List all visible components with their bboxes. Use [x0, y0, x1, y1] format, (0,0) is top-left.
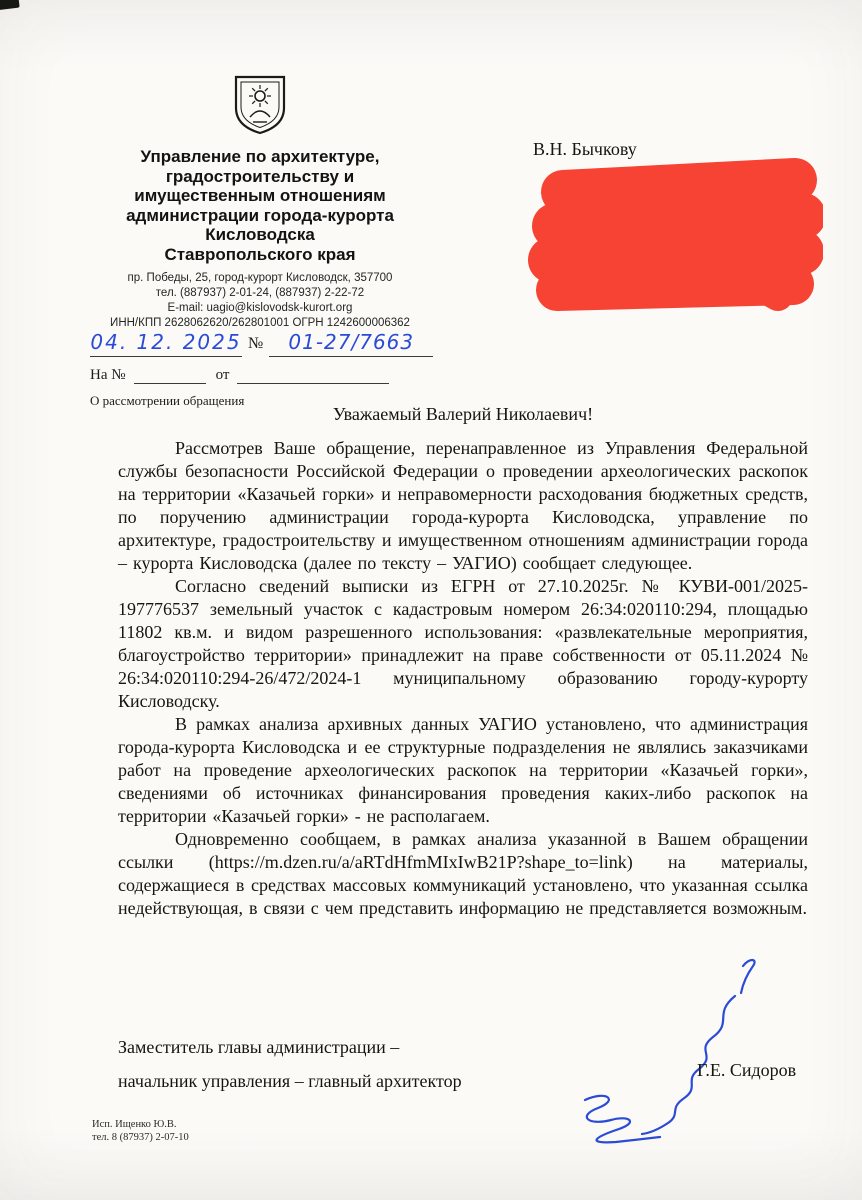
blank-line: [134, 367, 206, 384]
number-sign-label: №: [248, 335, 264, 352]
blank-line: [237, 367, 389, 384]
handwritten-outgoing-number: 01-27/7663: [269, 330, 433, 357]
letter-body: [118, 437, 808, 920]
signatory-title-line: Заместитель главы администрации –: [118, 1037, 400, 1057]
letterhead: [90, 74, 430, 331]
handwritten-date: 04. 12. 2025: [90, 330, 242, 357]
reply-from-label: от: [215, 367, 230, 383]
executor-block: [92, 1118, 189, 1144]
org-name-line: Ставропольского края: [164, 244, 356, 264]
date-number-row: [90, 330, 438, 357]
org-name-line: градостроительству и: [165, 166, 355, 186]
scan-corner-artifact: [0, 0, 20, 10]
reply-to-label: На №: [90, 367, 126, 383]
subject-line: О рассмотрении обращения: [90, 393, 245, 408]
paragraph: Согласно сведений выписки из ЕГРН от 27.10.2025г. № КУВИ-001/2025-197776537 земельный участок с кадастровым номером 26:34:020110:294, площадью 11802 кв.м. и видом разрешенного использования: «развлекательные мероприятия, благоустройство территории» принадлежит на праве собственности от 05.11.2024 № 26:34:020110:294-26/472/2024-1 муниципальному образованию городу-курорту Кисловодску.: [118, 576, 808, 711]
paragraph: В рамках анализа архивных данных УАГИО установлено, что администрация города-курорта Кисловодска и ее структурные подразделения не являлись заказчиками работ на проведение археологических раскопок на территории «Казачьей горки», сведениями об источниках финансирования проведения каких-либо раскопок на территории «Казачьей горки» - не располагаем.: [118, 714, 808, 826]
org-name-line: Управление по архитектуре,: [140, 147, 380, 166]
signatory-name: Г.Е. Сидоров: [697, 1060, 797, 1080]
reply-reference-row: [90, 367, 438, 384]
signature-scribble-icon: [545, 952, 775, 1157]
org-phone: тел. (887937) 2-01-24, (887937) 2-22-72: [155, 287, 365, 299]
org-name-line: Кисловодска: [205, 225, 315, 244]
reference-block: [90, 330, 438, 409]
org-address: пр. Победы, 25, город-курорт Кисловодск, 357700: [127, 272, 393, 284]
coat-of-arms-icon: [90, 74, 430, 141]
org-name-line: имущественным отношениям: [134, 186, 386, 205]
paragraph: Одновременно сообщаем, в рамках анализа указанной в Вашем обращении ссылки (https://m.dzen.ru/a/aRTdHfmMIxIwB21P?shape_to=link) на материалы, содержащиеся в средствах массовых коммуникаций установлено, что указанная ссылка недействующая, в связи с чем представить информацию не представляется возможным.: [118, 829, 808, 918]
paragraph: Рассмотрев Ваше обращение, перенаправленное из Управления Федеральной службы безопасности Российской Федерации о проведении археологических раскопок на территории «Казачьей горки» и неправомерности расходования бюджетных средств, по поручению администрации города-курорта Кисловодска, управление по архитектуре, градостроительству и имущественном отношениям администрации города – курорта Кисловодска (далее по тексту – УАГИО) сообщает следующее.: [118, 438, 808, 573]
redaction-marker-icon: [523, 156, 823, 327]
org-email: E-mail: uagio@kislovodsk-kurort.org: [167, 302, 353, 314]
org-name-line: администрации города-курорта: [126, 205, 394, 225]
salutation: Уважаемый Валерий Николаевич!: [332, 404, 594, 424]
org-contact-block: [90, 271, 430, 331]
executor-name: Исп. Ищенко Ю.В.: [92, 1119, 177, 1130]
recipient-name: В.Н. Бычкову: [533, 139, 637, 159]
executor-phone: тел. 8 (87937) 2-07-10: [92, 1132, 189, 1143]
signatory-title-line: начальник управления – главный архитектор: [118, 1071, 462, 1091]
org-inn-ogrn: ИНН/КПП 2628062620/262801001 ОГРН 1242600006362: [110, 317, 410, 329]
signatory-title: [118, 1030, 462, 1098]
